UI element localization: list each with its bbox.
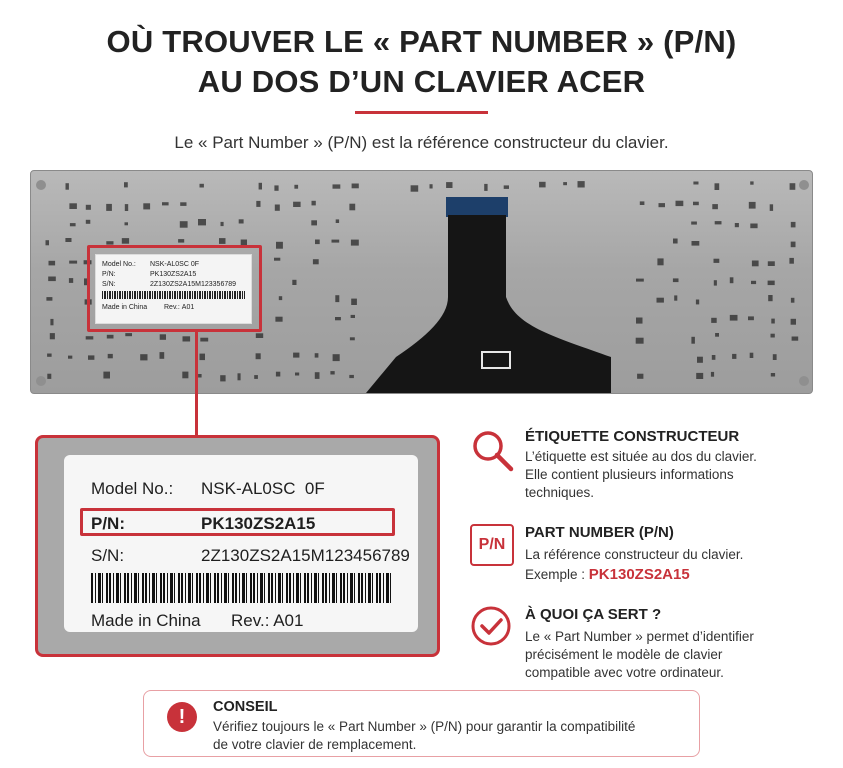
pn-icon: P/N — [470, 524, 514, 566]
info-line: La référence constructeur du clavier. — [525, 547, 744, 562]
title-underline — [355, 111, 488, 114]
model-value: NSK-AL0SC 0F — [201, 479, 325, 498]
info-line: L’étiquette est située au dos du clavier. — [525, 449, 757, 464]
subtitle: Le « Part Number » (P/N) est la référence constructeur du clavier. — [174, 133, 669, 152]
info-line: Elle contient plusieurs informations — [525, 467, 734, 482]
title-line-1: OÙ TROUVER LE « PART NUMBER » (P/N) — [106, 24, 737, 59]
small-rev-key: Rev.: — [164, 303, 180, 311]
small-pn-key: P/N: — [102, 270, 116, 278]
conseil-line: Vérifiez toujours le « Part Number » (P/N) pour garantir la compatibilité — [213, 719, 636, 734]
conseil-line: de votre clavier de remplacement. — [213, 737, 417, 752]
zoom-connector-line — [195, 332, 198, 438]
small-model-key: Model No.: — [102, 260, 136, 268]
small-made-in: Made in China — [102, 303, 148, 311]
conseil-text — [213, 718, 693, 754]
sn-key: S/N: — [91, 546, 125, 565]
info-title-etiquette: ÉTIQUETTE CONSTRUCTEUR — [525, 428, 740, 445]
info-title-usage: À QUOI ÇA SERT ? — [525, 606, 662, 623]
info-title-part-number: PART NUMBER (P/N) — [525, 524, 674, 541]
checkmark-icon — [469, 604, 513, 648]
sn-value: 2Z130ZS2A15M123456789 — [201, 546, 410, 565]
info-text-etiquette — [525, 448, 825, 502]
model-key: Model No.: — [91, 479, 174, 498]
pn-key: P/N: — [91, 514, 125, 533]
small-rev-value: A01 — [181, 303, 195, 311]
rev-value: A01 — [273, 611, 304, 630]
conseil-box — [143, 690, 700, 757]
zoomed-label — [64, 455, 418, 632]
info-line: compatible avec votre ordinateur. — [525, 665, 724, 680]
info-line: techniques. — [525, 485, 595, 500]
exclamation-icon: ! — [167, 702, 197, 732]
magnifier-icon — [470, 428, 514, 472]
title-line-2: AU DOS D’UN CLAVIER ACER — [197, 64, 646, 99]
small-pn-value: PK130ZS2A15 — [150, 270, 197, 278]
page-title — [0, 22, 843, 102]
info-text-part-number — [525, 546, 825, 584]
small-sn-value: 2Z130ZS2A15M123356789 — [150, 280, 237, 288]
example-value: PK130ZS2A15 — [588, 566, 690, 583]
info-line: Le « Part Number » permet d’identifier — [525, 629, 754, 644]
conseil-title: CONSEIL — [213, 699, 278, 715]
made-in: Made in China — [91, 611, 201, 630]
small-sn-key: S/N: — [102, 280, 116, 288]
small-model-value: NSK-AL0SC 0F — [150, 260, 200, 268]
label-zoom-panel — [35, 435, 440, 657]
example-label: Exemple : — [525, 567, 586, 582]
info-line: précisément le modèle de clavier — [525, 647, 723, 662]
pn-value: PK130ZS2A15 — [201, 514, 316, 533]
label-highlight-frame — [87, 245, 262, 332]
rev-key: Rev.: — [231, 611, 270, 630]
barcode — [91, 573, 393, 603]
info-text-usage — [525, 628, 825, 682]
